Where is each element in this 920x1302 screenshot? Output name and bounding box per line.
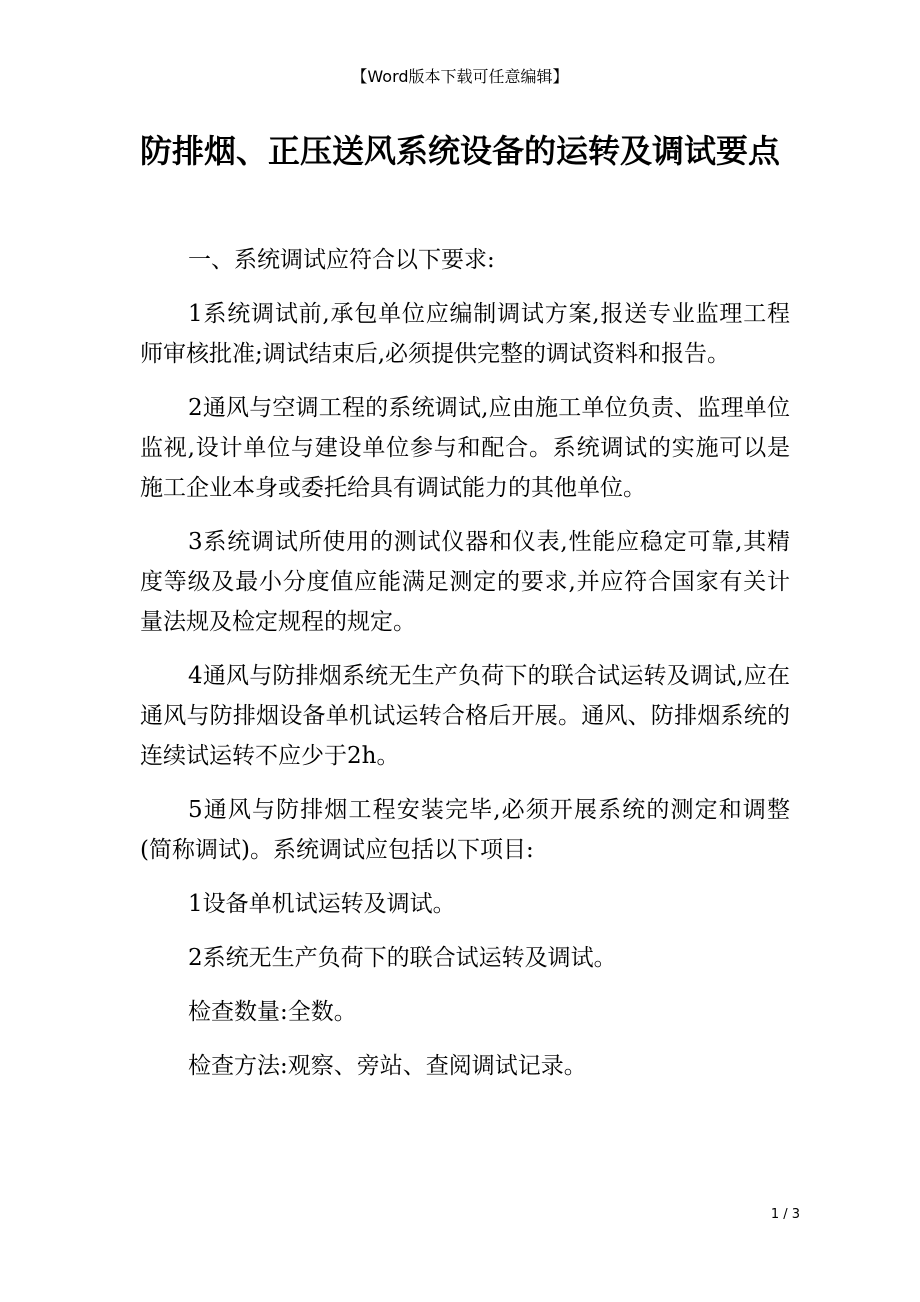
page-number: 1 / 3 <box>770 1207 800 1222</box>
document-title: 防排烟、正压送风系统设备的运转及调试要点 <box>139 132 780 170</box>
paragraph-section-heading: 一、系统调试应符合以下要求: <box>188 247 495 273</box>
paragraph-item-3: 3系统调试所使用的测试仪器和仪表,性能应稳定可靠,其精度等级及最小分度值应能满足测定的要求,并应符合国家有关计量法规及检定规程的规定。 <box>140 529 790 635</box>
paragraph-item-1: 1系统调试前,承包单位应编制调试方案,报送专业监理工程师审核批准;调试结束后,必须提供完整的调试资料和报告。 <box>140 301 790 367</box>
paragraph-item-4: 4通风与防排烟系统无生产负荷下的联合试运转及调试,应在通风与防排烟设备单机试运转合格后开展。通风、防排烟系统的连续试运转不应少于2h。 <box>140 663 790 769</box>
paragraph-check-method: 检查方法:观察、旁站、查阅调试记录。 <box>188 1053 587 1079</box>
paragraph-subitem-1: 1设备单机试运转及调试。 <box>188 891 456 917</box>
header-note: 【Word版本下载可任意编辑】 <box>351 67 569 86</box>
paragraph-item-2: 2通风与空调工程的系统调试,应由施工单位负责、监理单位监视,设计单位与建设单位参与和配合。系统调试的实施可以是施工企业本身或委托给具有调试能力的其他单位。 <box>140 395 790 501</box>
paragraph-item-5: 5通风与防排烟工程安装完毕,必须开展系统的测定和调整(简称调试)。系统调试应包括以下项目: <box>140 797 790 863</box>
document-body <box>140 240 790 1100</box>
paragraph-subitem-2: 2系统无生产负荷下的联合试运转及调试。 <box>188 945 617 971</box>
paragraph-check-quantity: 检查数量:全数。 <box>188 999 357 1025</box>
